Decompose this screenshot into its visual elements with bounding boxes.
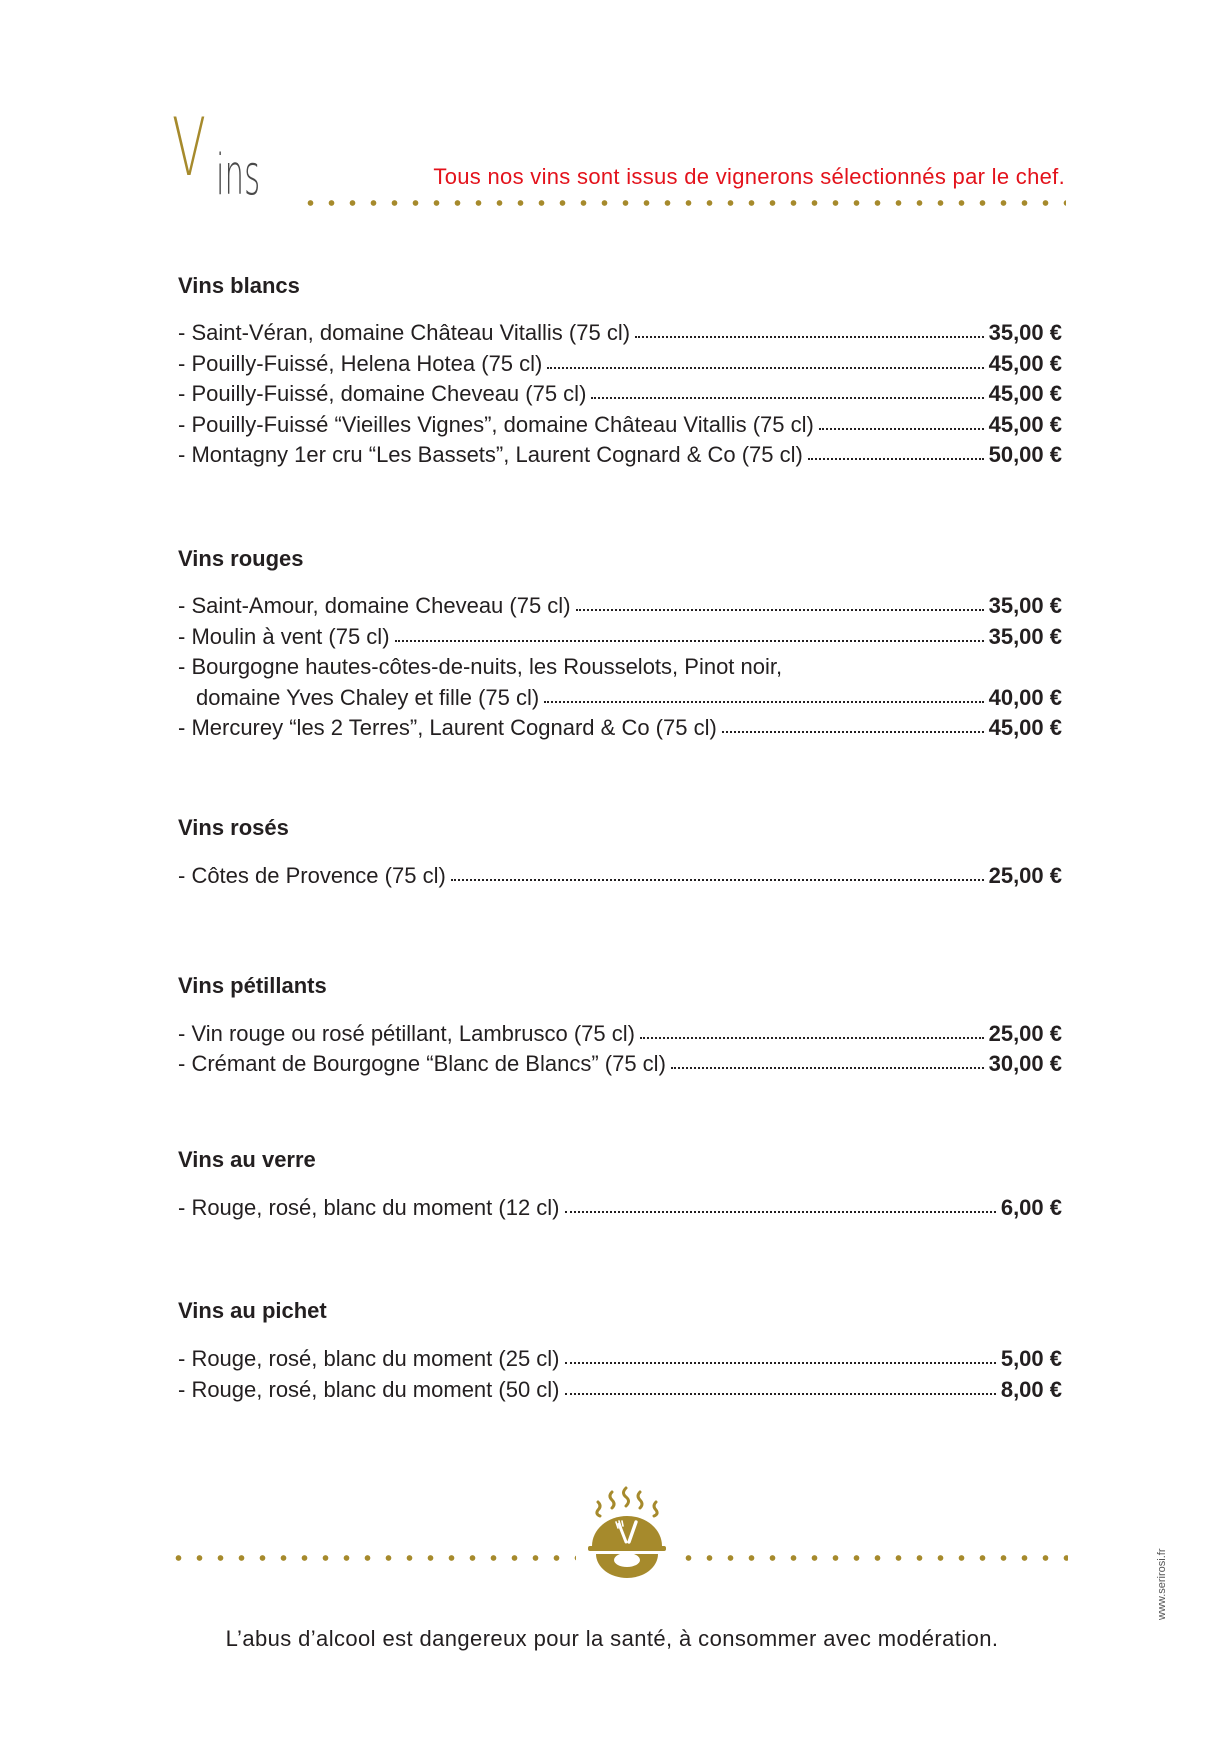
dot-leader: [547, 367, 983, 369]
list-item: [178, 410, 1062, 440]
list-item: [178, 1019, 1062, 1049]
item-label: - Pouilly-Fuissé, Helena Hotea (75 cl): [178, 351, 543, 376]
dot-leader: [544, 701, 983, 703]
dot-leader: [722, 731, 984, 733]
dot-leader: [819, 428, 984, 430]
item-label: - Côtes de Provence (75 cl): [178, 863, 446, 888]
section-title-vins-au-verre: Vins au verre: [178, 1147, 316, 1172]
dot-leader: [808, 458, 984, 460]
section-title-vins-petillants: Vins pétillants: [178, 973, 327, 998]
item-label: - Saint-Véran, domaine Château Vitallis (75 cl): [178, 320, 631, 345]
alcohol-warning: L’abus d’alcool est dangereux pour la santé, à consommer avec modération.: [225, 1626, 999, 1651]
item-price: 8,00 €: [1000, 1377, 1062, 1402]
dot-leader: [635, 336, 984, 338]
list-item: [178, 1344, 1062, 1374]
item-label: - Pouilly-Fuissé “Vieilles Vignes”, domaine Château Vitallis (75 cl): [178, 412, 814, 437]
list-item: [178, 861, 1062, 891]
section-title-vins-roses: Vins rosés: [178, 815, 289, 840]
cloche-with-knife-fork-icon: [586, 1484, 668, 1580]
item-label: - Rouge, rosé, blanc du moment (50 cl): [178, 1377, 560, 1402]
list-item: [178, 622, 1062, 652]
list-item: [178, 1375, 1062, 1405]
header-dotted-divider: [300, 200, 1066, 206]
item-price: 30,00 €: [988, 1051, 1062, 1076]
item-price: 35,00 €: [988, 320, 1062, 345]
item-price: 40,00 €: [988, 685, 1062, 710]
item-label: - Saint-Amour, domaine Cheveau (75 cl): [178, 593, 571, 618]
list-item: [178, 1049, 1062, 1079]
section-title-vins-rouges: Vins rouges: [178, 546, 304, 571]
item-price: 6,00 €: [1000, 1195, 1062, 1220]
list-item: [178, 591, 1062, 621]
list-item: [178, 379, 1062, 409]
item-price: 45,00 €: [988, 381, 1062, 406]
item-price: 45,00 €: [988, 412, 1062, 437]
item-price: 35,00 €: [988, 593, 1062, 618]
dot-leader: [640, 1037, 984, 1039]
item-label-continuation: domaine Yves Chaley et fille (75 cl): [196, 685, 540, 710]
item-label: - Moulin à vent (75 cl): [178, 624, 390, 649]
dot-leader: [451, 879, 984, 881]
item-label: - Vin rouge ou rosé pétillant, Lambrusco (75 cl): [178, 1021, 635, 1046]
tagline: Tous nos vins sont issus de vignerons sélectionnés par le chef.: [433, 164, 1065, 189]
item-price: 45,00 €: [988, 715, 1062, 740]
dot-leader: [565, 1211, 996, 1213]
list-item: [178, 440, 1062, 470]
page-title-initial: V: [172, 101, 206, 194]
footer-dotted-divider-left: [168, 1555, 576, 1561]
dot-leader: [576, 609, 984, 611]
item-label: - Rouge, rosé, blanc du moment (12 cl): [178, 1195, 560, 1220]
item-price: 45,00 €: [988, 351, 1062, 376]
item-label: - Bourgogne hautes-côtes-de-nuits, les Rousselots, Pinot noir,: [178, 654, 783, 679]
item-label: - Pouilly-Fuissé, domaine Cheveau (75 cl): [178, 381, 587, 406]
dot-leader: [395, 640, 984, 642]
page-title-rest: ins: [216, 143, 261, 208]
section-title-vins-blancs: Vins blancs: [178, 273, 300, 298]
dot-leader: [671, 1067, 984, 1069]
footer-dotted-divider-right: [678, 1555, 1068, 1561]
item-price: 25,00 €: [988, 1021, 1062, 1046]
page-title: [172, 101, 261, 208]
item-price: 35,00 €: [988, 624, 1062, 649]
item-price: 5,00 €: [1000, 1346, 1062, 1371]
list-item: [196, 683, 1062, 713]
designer-credit: www.serirosi.fr: [1156, 1548, 1168, 1620]
dot-leader: [565, 1393, 996, 1395]
list-item: [178, 713, 1062, 743]
list-item: [178, 318, 1062, 348]
dot-leader: [565, 1362, 996, 1364]
item-label: - Crémant de Bourgogne “Blanc de Blancs” (75 cl): [178, 1051, 666, 1076]
section-title-vins-au-pichet: Vins au pichet: [178, 1298, 327, 1323]
item-price: 50,00 €: [988, 442, 1062, 467]
item-label: - Rouge, rosé, blanc du moment (25 cl): [178, 1346, 560, 1371]
item-price: 25,00 €: [988, 863, 1062, 888]
item-label: - Mercurey “les 2 Terres”, Laurent Cognard & Co (75 cl): [178, 715, 717, 740]
list-item: [178, 1193, 1062, 1223]
dot-leader: [591, 397, 983, 399]
item-label: - Montagny 1er cru “Les Bassets”, Laurent Cognard & Co (75 cl): [178, 442, 803, 467]
list-item: [178, 349, 1062, 379]
